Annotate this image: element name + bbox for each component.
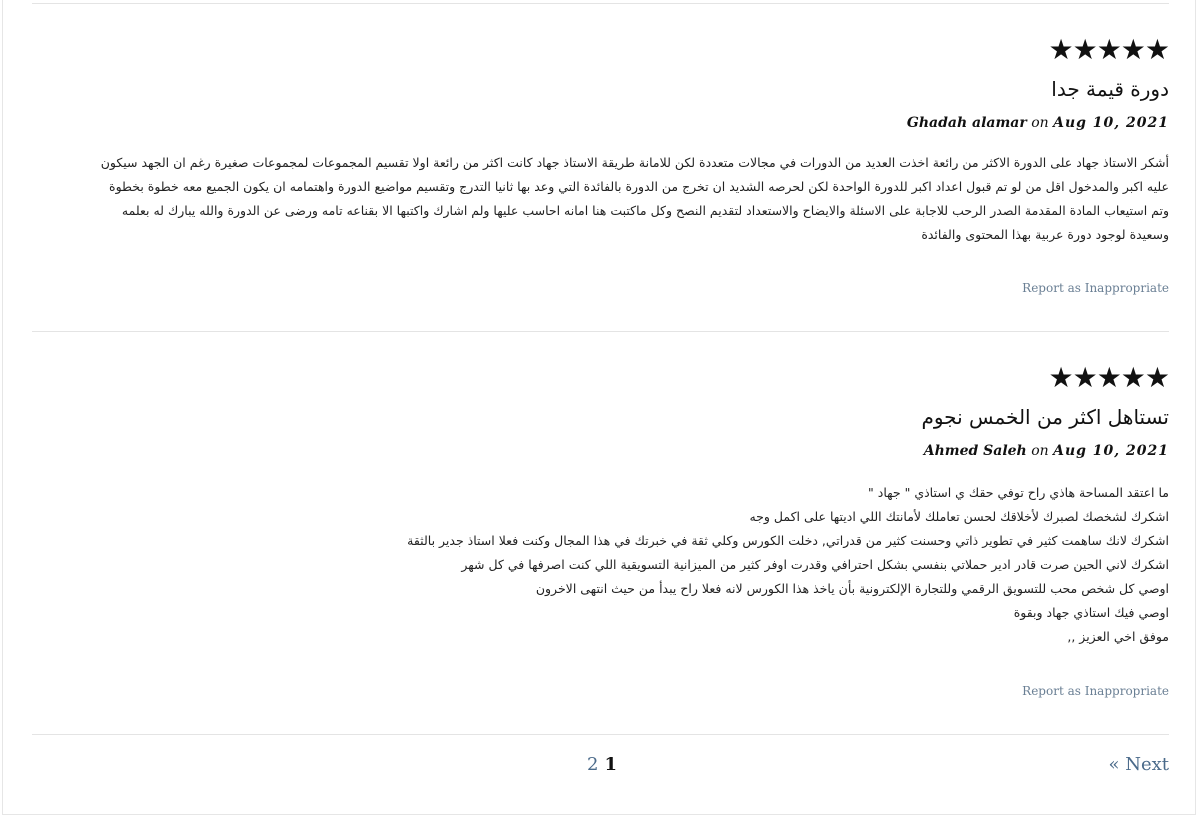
review-body xyxy=(32,481,1169,649)
review-line: موفق اخي العزيز ,, xyxy=(1067,629,1169,644)
page-2-link[interactable]: 2 xyxy=(587,754,599,775)
page-numbers xyxy=(587,754,617,775)
page-1-current: 1 xyxy=(604,754,617,775)
review-author: Ghadah alamar xyxy=(906,115,1027,131)
review-body xyxy=(32,151,1169,247)
divider xyxy=(32,331,1169,332)
review-byline xyxy=(907,113,1169,133)
review-card xyxy=(32,33,1169,306)
review-line: اشكرك لاني الحين صرت قادر ادير حملاتي بنفسي بشكل احترافي وقدرت اوفر كثير من الميزانية التسويقية اللي كنت اصرفها في كل شهر xyxy=(461,557,1169,572)
byline-on: on xyxy=(1031,443,1049,459)
review-byline xyxy=(924,441,1169,461)
pagination xyxy=(32,754,1169,780)
review-date: Aug 10, 2021 xyxy=(1053,115,1169,131)
review-line: اوصي كل شخص محب للتسويق الرقمي وللتجارة الإلكترونية بأن ياخذ هذا الكورس لانه فعلا راح يبدأ من حيث انتهى الاخرون xyxy=(535,581,1169,596)
review-title: تستاهل اكثر من الخمس نجوم xyxy=(921,405,1169,429)
review-card xyxy=(32,361,1169,709)
star-rating: ★★★★★ xyxy=(1048,33,1169,66)
next-page-link[interactable]: « Next xyxy=(1108,754,1169,775)
divider xyxy=(32,734,1169,735)
report-inappropriate-link[interactable]: Report as Inappropriate xyxy=(1022,281,1169,295)
report-inappropriate-link[interactable]: Report as Inappropriate xyxy=(1022,684,1169,698)
review-author: Ahmed Saleh xyxy=(923,443,1027,459)
star-rating: ★★★★★ xyxy=(1048,361,1169,394)
review-line: ما اعتقد المساحة هاذي راح توفي حقك ي استاذي " جهاد " xyxy=(868,485,1169,500)
review-line: اشكرك لشخصك لصبرك لأخلاقك لحسن تعاملك لأمانتك اللي اديتها على اكمل وجه xyxy=(749,509,1169,524)
review-line: اشكرك لانك ساهمت كثير في تطوير ذاتي وحسنت كثير من قدراتي, دخلت الكورس وكلي ثقة في خبرتك في هذا المجال وكنت فعلا استاذ جدير بالثقة xyxy=(407,533,1169,548)
review-date: Aug 10, 2021 xyxy=(1053,443,1169,459)
review-line: أشكر الاستاذ جهاد على الدورة الاكثر من رائعة اخذت العديد من الدورات في مجالات متعددة لكن للامانة طريقة الاستاذ جهاد كانت اكثر من رائعة اولا تقسيم المجموعات لمجموعات صغيرة رغم ان الجهد سيكون xyxy=(100,155,1169,170)
review-line: عليه اكبر والمدخول اقل من لو تم قبول اعداد اكبر للدورة الواحدة لكن لحرصه الشديد ان تخرج من الدورة بالفائدة التي وعد بها ثانيا التدرج وتقسيم مواضيع الدورة واهتمامه ان يكون الجميع معه خطوة بخطوة xyxy=(109,179,1169,194)
review-line: وسعيدة لوجود دورة عربية بهذا المحتوى والفائدة xyxy=(921,227,1169,242)
byline-on: on xyxy=(1031,115,1049,131)
divider xyxy=(32,3,1169,4)
review-title: دورة قيمة جدا xyxy=(1051,77,1169,101)
review-line: اوصي فيك استاذي جهاد وبقوة xyxy=(1013,605,1169,620)
review-line: وتم استيعاب المادة المقدمة الصدر الرحب للاجابة على الاسئلة والايضاح والاستعداد لتقديم النصح وكل ماكتبت هنا امانه احاسب عليها ولم اشارك واكتبها الا بقناعه تامه ورضى عن الدورة والله يبارك له بعلمه xyxy=(121,203,1169,218)
